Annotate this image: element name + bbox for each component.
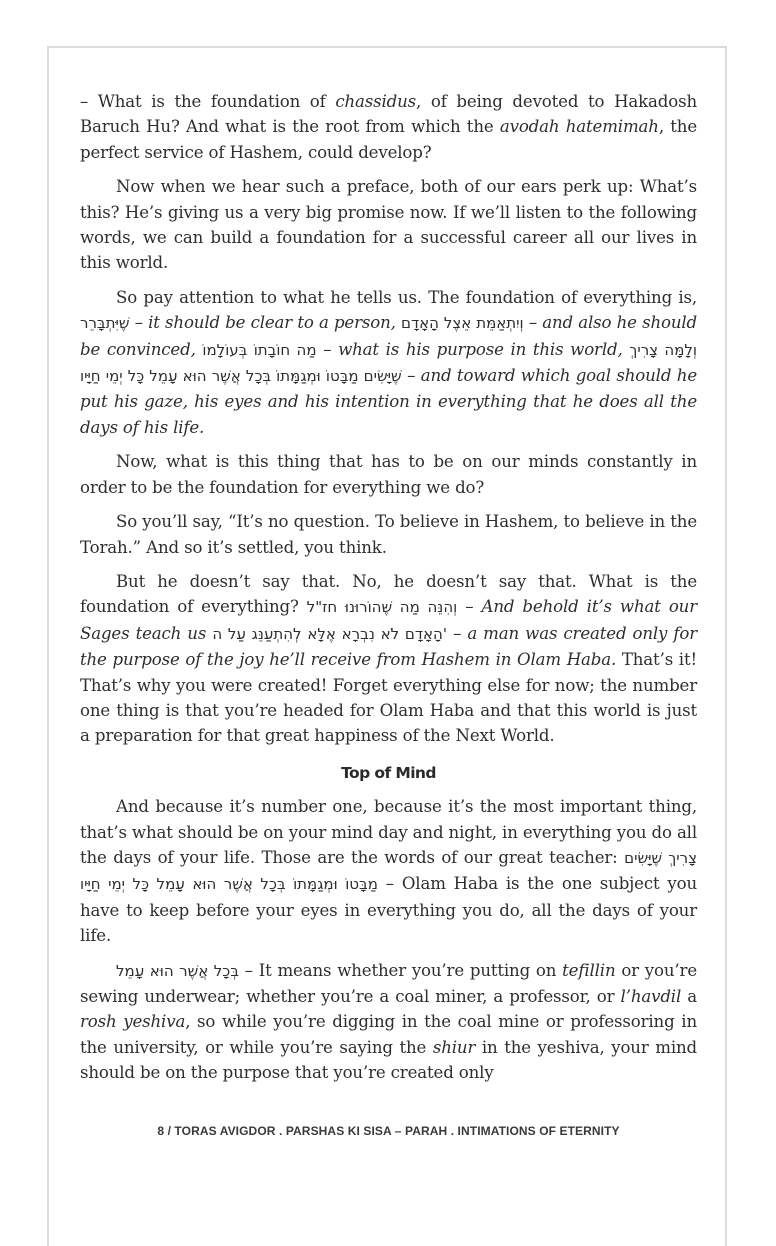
- paragraph-5: So you’ll say, “It’s no question. To believe in Hashem, to believe in the Torah.” And so it’s settled, you think.: [80, 512, 697, 557]
- italic-term: l’havdil: [620, 987, 682, 1006]
- paragraph-3: [80, 285, 697, 440]
- text: And because it’s number one, because it’s the most important thing, that’s what should be on your mind day and night, in everything you do all the days of your life. Those are the words of our great teacher:: [80, 797, 697, 867]
- text: –: [316, 339, 339, 359]
- text: So pay attention to what he tells us. The foundation of everything is,: [116, 287, 697, 307]
- italic-term: rosh yeshiva: [80, 1012, 186, 1032]
- translation: and toward which goal should he put his gaze, his eyes and his intention in everything that he does all the days of his life.: [80, 366, 697, 437]
- running-footer: 8 / TORAS AVIGDOR . PARSHAS KI SISA – PARAH . INTIMATIONS OF ETERNITY: [157, 1124, 620, 1138]
- section-heading: Top of Mind: [341, 763, 436, 782]
- text: – It means whether you’re putting on: [238, 960, 563, 980]
- paragraph-6: [80, 569, 697, 749]
- text: –: [401, 366, 421, 386]
- paragraph-4: Now, what is this thing that has to be on our minds constantly in order to be the foundation for everything we do?: [80, 452, 697, 497]
- translation: what is his purpose in this world,: [338, 339, 623, 359]
- text: – What is the foundation of: [80, 92, 336, 111]
- text: – Olam Haba is the one subject you have to keep before your eyes in everything you do, all the days of your life.: [80, 874, 697, 946]
- text: –: [457, 597, 482, 617]
- hebrew-quote: צָרִיךְ שֶׁיָּשִׂים מַבָּטוֹ וּמְגַמָּתוֹ בְּכָל אֲשֶׁר הוּא עָמֵל כָּל יְמֵי חַיָּיו: [80, 848, 698, 894]
- hebrew-quote: וְלָמָּה צָרִיךְ שֶׁיָּשִׂים מַבָּטוֹ וּמְגַמָּתוֹ בְּכָל אֲשֶׁר הוּא עָמֵל כָּל יְמֵי חַיָּיו: [80, 340, 698, 386]
- text: , the perfect service of Hashem, could develop?: [80, 117, 697, 162]
- text: –: [129, 313, 149, 333]
- italic-term: avodah hatemimah: [499, 117, 659, 137]
- hebrew-quote: מַה חוֹבָתוֹ בְּעוֹלָמוֹ: [202, 340, 317, 359]
- italic-term: chassidus: [335, 92, 417, 111]
- translation: a man was created only for the purpose of the joy he’ll receive from Hashem in Olam Haba.: [80, 623, 697, 670]
- hebrew-quote: בְּכָל אֲשֶׁר הוּא עָמֵל: [116, 961, 239, 980]
- italic-term: tefillin: [562, 960, 616, 980]
- text: –: [523, 313, 543, 333]
- text-column: [80, 89, 697, 1095]
- hebrew-quote: וְיִתְאַמֵּת אֵצֶל הָאָדָם: [401, 314, 524, 333]
- text: That’s it! That’s why you were created! Forget everything else for now; the number one thing is that you’re headed for Olam Haba and that this world is just a preparation for that great happiness of the Next World.: [80, 650, 697, 746]
- paragraph-1: [80, 89, 697, 165]
- paragraph-7: [80, 794, 697, 948]
- text: , of being devoted to Hakadosh Baruch Hu? And what is the root from which the: [80, 92, 698, 137]
- translation: it should be clear to a person,: [148, 313, 396, 333]
- text: a: [681, 987, 697, 1006]
- italic-term: shiur: [432, 1037, 476, 1057]
- paragraph-8: [80, 958, 697, 1086]
- text: , so while you’re digging in the coal mine or professoring in the university, or while you’re saying the: [80, 1012, 697, 1057]
- hebrew-quote: 'הָאָדָם לֹא נִבְרָא אֶלָּא לְהִתְעַנֵּג עַל ה: [212, 624, 447, 643]
- text: –: [446, 623, 468, 643]
- translation: And behold it’s what our Sages teach us: [80, 597, 697, 643]
- paragraph-2: Now when we hear such a preface, both of our ears perk up: What’s this? He’s giving us a very big promise now. If we’ll listen to the following words, we can build a foundation for a successful career all our lives in this world.: [80, 177, 697, 273]
- hebrew-quote: וְהִנֵּה מַה שֶּׁהוֹרוּנוּ חז"ל: [306, 598, 458, 617]
- text: But he doesn’t say that. No, he doesn’t say that. What is the foundation of everything?: [80, 571, 697, 617]
- text: or you’re sewing underwear; whether you’re a coal miner, a professor, or: [80, 960, 697, 1006]
- hebrew-quote: שֶׁיִּתְבָּרֵר: [80, 314, 130, 333]
- translation: and also he should be convinced,: [80, 313, 697, 359]
- text: in the yeshiva, your mind should be on the purpose that you’re created only: [80, 1037, 697, 1083]
